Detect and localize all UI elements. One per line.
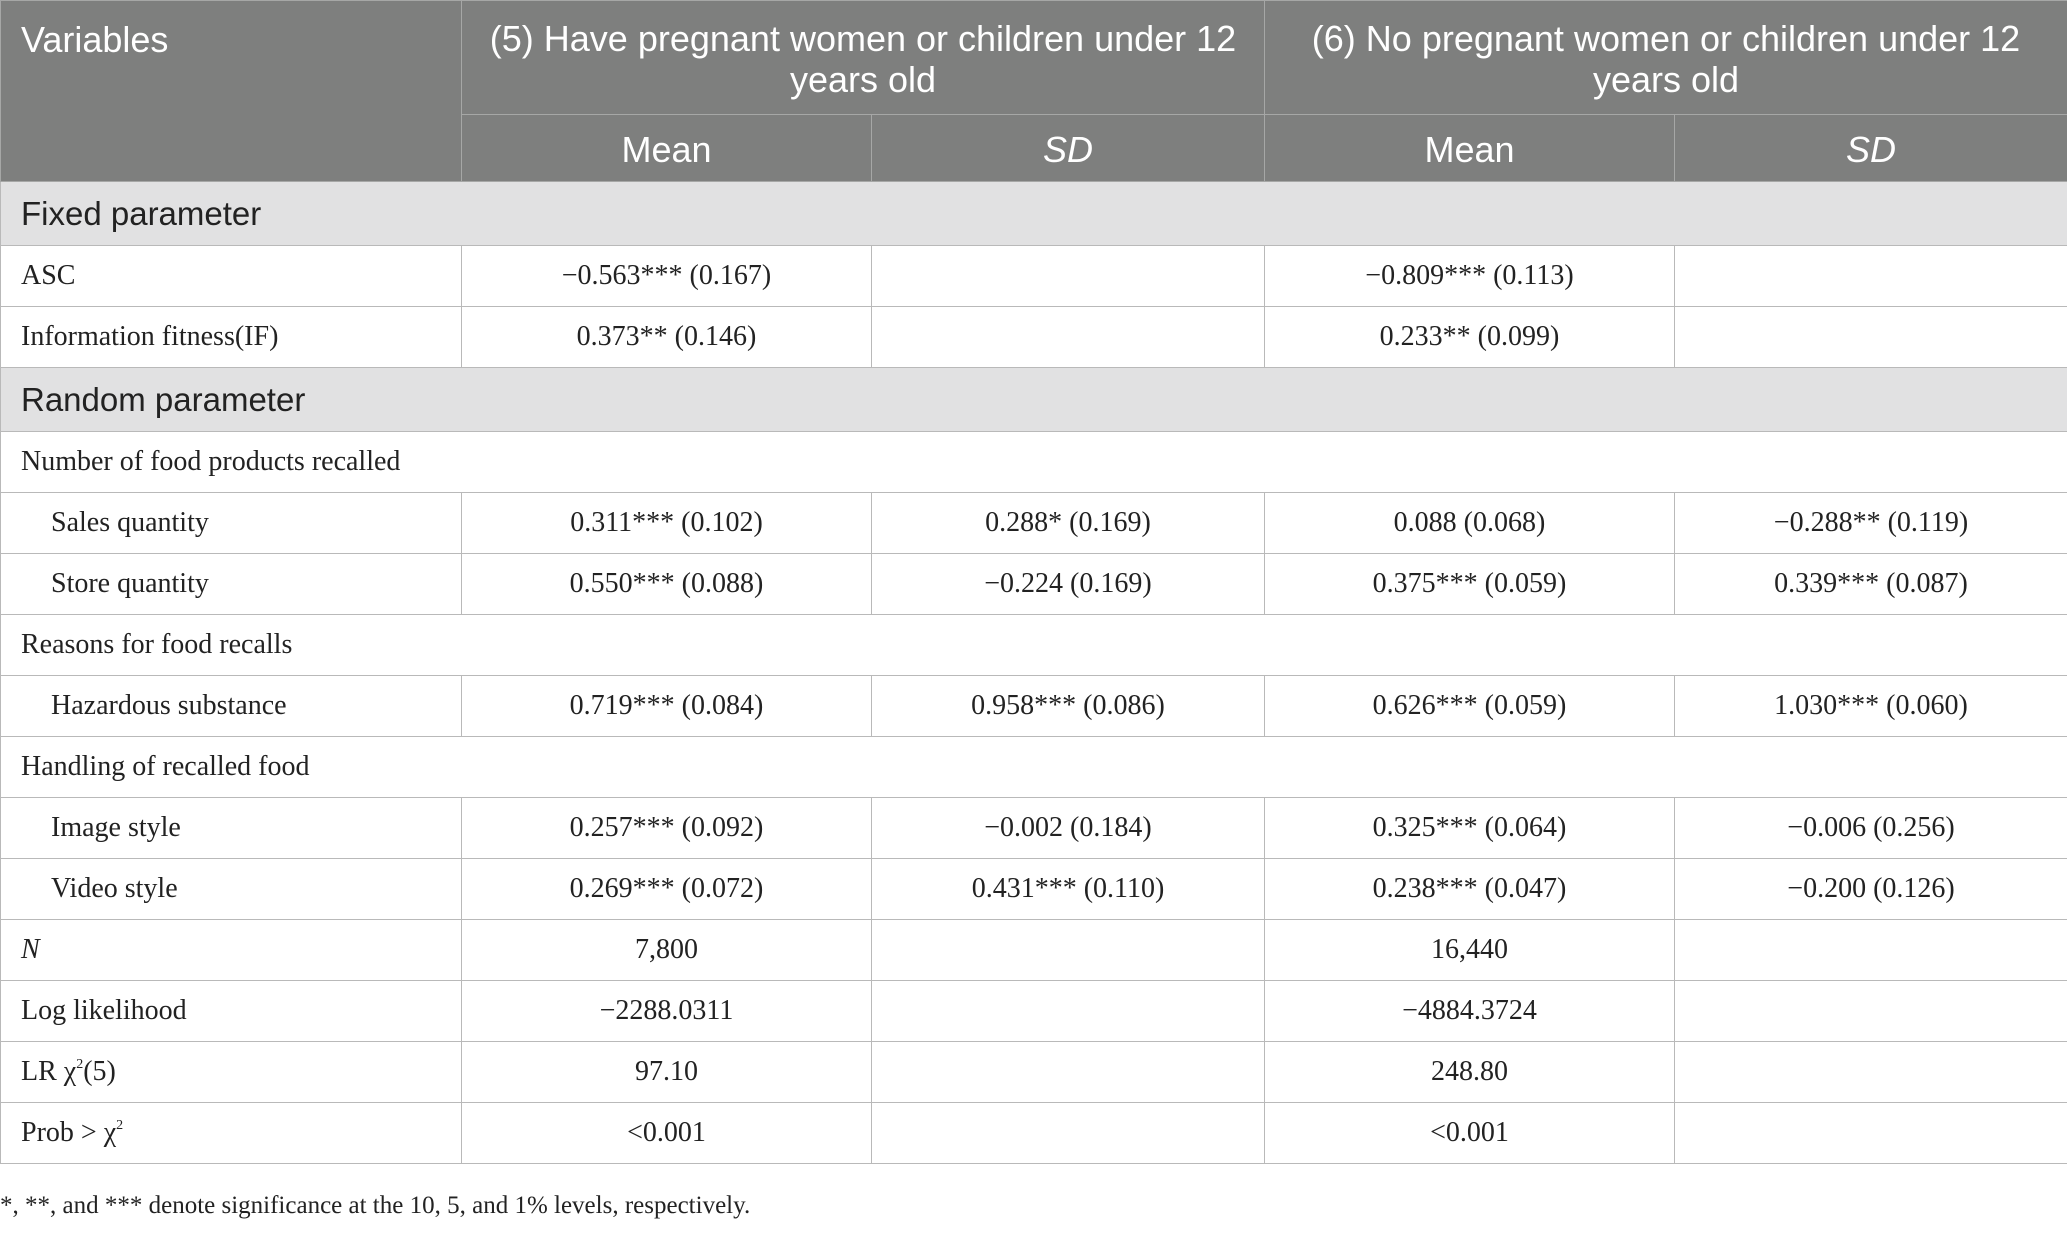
table-row	[1, 859, 2067, 920]
section-row-random	[1, 368, 2067, 432]
cell-sd-5	[872, 307, 1265, 368]
cell-sd-5: 0.288* (0.169)	[872, 493, 1265, 554]
cell-sd-5: −0.002 (0.184)	[872, 798, 1265, 859]
section-row-fixed	[1, 182, 2067, 246]
cell-sd-5	[872, 1103, 1265, 1164]
cell-mean-6: 0.238*** (0.047)	[1265, 859, 1675, 920]
cell-mean-6: 0.375*** (0.059)	[1265, 554, 1675, 615]
cell-sd-6: −0.288** (0.119)	[1675, 493, 2067, 554]
cell-mean-6: 248.80	[1265, 1042, 1675, 1103]
table-row	[1, 920, 2067, 981]
cell-sd-6	[1675, 246, 2067, 307]
header-variables: Variables	[1, 1, 462, 182]
cell-mean-5: 97.10	[462, 1042, 872, 1103]
cell-mean-5: 0.311*** (0.102)	[462, 493, 872, 554]
row-label-text: LR χ	[21, 1056, 77, 1087]
table-row	[1, 1042, 2067, 1103]
section-title-random: Random parameter	[1, 368, 2067, 432]
table-row	[1, 493, 2067, 554]
cell-sd-6: 1.030*** (0.060)	[1675, 676, 2067, 737]
row-label: Image style	[1, 798, 462, 859]
cell-mean-5: <0.001	[462, 1103, 872, 1164]
cell-mean-6: −0.809*** (0.113)	[1265, 246, 1675, 307]
table-row	[1, 676, 2067, 737]
cell-sd-6	[1675, 981, 2067, 1042]
row-label: Log likelihood	[1, 981, 462, 1042]
subgroup-label: Reasons for food recalls	[1, 615, 2067, 676]
cell-mean-6: 0.233** (0.099)	[1265, 307, 1675, 368]
cell-sd-6	[1675, 307, 2067, 368]
cell-mean-6: 16,440	[1265, 920, 1675, 981]
cell-sd-6	[1675, 920, 2067, 981]
header-mean-5: Mean	[462, 115, 872, 182]
cell-sd-6: −0.006 (0.256)	[1675, 798, 2067, 859]
cell-sd-5	[872, 920, 1265, 981]
row-label: Information fitness(IF)	[1, 307, 462, 368]
row-label: Sales quantity	[1, 493, 462, 554]
cell-mean-5: 0.257*** (0.092)	[462, 798, 872, 859]
row-label: N	[1, 920, 462, 981]
header-sd-6: SD	[1675, 115, 2067, 182]
row-label: ASC	[1, 246, 462, 307]
cell-sd-6	[1675, 1103, 2067, 1164]
cell-mean-6: −4884.3724	[1265, 981, 1675, 1042]
header-mean-6: Mean	[1265, 115, 1675, 182]
cell-mean-5: 0.550*** (0.088)	[462, 554, 872, 615]
cell-mean-6: 0.626*** (0.059)	[1265, 676, 1675, 737]
table-row	[1, 307, 2067, 368]
table-body	[1, 182, 2067, 1164]
superscript: 2	[116, 1118, 124, 1133]
table-row	[1, 246, 2067, 307]
cell-sd-5	[872, 246, 1265, 307]
cell-mean-5: 0.269*** (0.072)	[462, 859, 872, 920]
cell-sd-5	[872, 1042, 1265, 1103]
cell-sd-6	[1675, 1042, 2067, 1103]
cell-mean-6: 0.088 (0.068)	[1265, 493, 1675, 554]
row-label-suffix: (5)	[83, 1056, 116, 1087]
cell-mean-5: 0.719*** (0.084)	[462, 676, 872, 737]
cell-sd-5	[872, 981, 1265, 1042]
header-group-5: (5) Have pregnant women or children under 12 years old	[462, 1, 1265, 115]
cell-mean-5: −0.563*** (0.167)	[462, 246, 872, 307]
superscript: 2	[76, 1057, 84, 1072]
table-footnote: *, **, and *** denote significance at the 10, 5, and 1% levels, respectively.	[0, 1192, 751, 1219]
table-row	[1, 554, 2067, 615]
row-label	[1, 1103, 462, 1164]
subgroup-row	[1, 432, 2067, 493]
header-group-6: (6) No pregnant women or children under 12 years old	[1265, 1, 2067, 115]
subgroup-row	[1, 737, 2067, 798]
table-row	[1, 981, 2067, 1042]
cell-mean-6: <0.001	[1265, 1103, 1675, 1164]
cell-mean-5: 0.373** (0.146)	[462, 307, 872, 368]
table-row	[1, 798, 2067, 859]
header-sd-5: SD	[872, 115, 1265, 182]
cell-mean-5: −2288.0311	[462, 981, 872, 1042]
cell-sd-6: −0.200 (0.126)	[1675, 859, 2067, 920]
row-label: Store quantity	[1, 554, 462, 615]
subgroup-label: Number of food products recalled	[1, 432, 2067, 493]
cell-sd-5: 0.431*** (0.110)	[872, 859, 1265, 920]
row-label: Video style	[1, 859, 462, 920]
row-label: Hazardous substance	[1, 676, 462, 737]
cell-sd-5: −0.224 (0.169)	[872, 554, 1265, 615]
row-label-text: Prob > χ	[21, 1117, 117, 1148]
table-header	[1, 1, 2067, 182]
row-label	[1, 1042, 462, 1103]
cell-mean-6: 0.325*** (0.064)	[1265, 798, 1675, 859]
table-row	[1, 1103, 2067, 1164]
cell-mean-5: 7,800	[462, 920, 872, 981]
cell-sd-5: 0.958*** (0.086)	[872, 676, 1265, 737]
subgroup-row	[1, 615, 2067, 676]
section-title-fixed: Fixed parameter	[1, 182, 2067, 246]
cell-sd-6: 0.339*** (0.087)	[1675, 554, 2067, 615]
subgroup-label: Handling of recalled food	[1, 737, 2067, 798]
